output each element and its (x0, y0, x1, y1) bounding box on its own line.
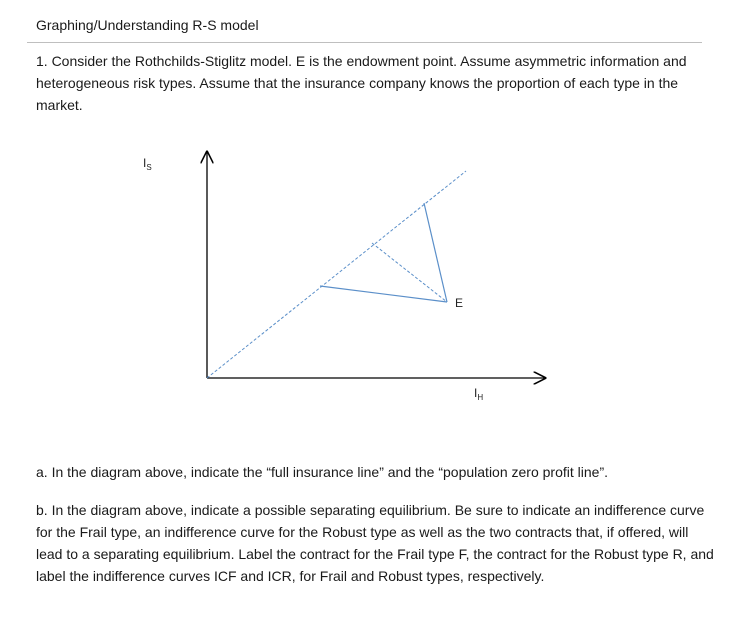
part-b: b. In the diagram above, indicate a possible separating equilibrium. Be sure to indicate an indifference curve for the Frail type, an indifference curve for the Robust type as well as the two contracts that, if offered, will lead to a separating equilibrium. Label the contract for the Frail type F, the contract for the Robust type R, and label the indifference curves ICF and ICR, for Frail and Robust types, respectively. (36, 502, 714, 584)
part-a: a. In the diagram above, indicate the “full insurance line” and the “population zero profit line”. (36, 464, 609, 480)
full-insurance-line (207, 171, 466, 378)
solid-line-lower-to-endowment (320, 286, 447, 302)
x-axis-label: $I_H$ (474, 386, 484, 402)
y-axis-label: $I_S$ (143, 156, 152, 172)
endowment-label: E (455, 296, 464, 310)
question-1: 1. Consider the Rothchilds-Stiglitz model. E is the endowment point. Assume asymmetric information and heterogeneous risk types. Assume that the insurance company knows the proportion of each type in the market. (36, 53, 687, 113)
page-title: Graphing/Understanding R-S model (36, 17, 259, 33)
